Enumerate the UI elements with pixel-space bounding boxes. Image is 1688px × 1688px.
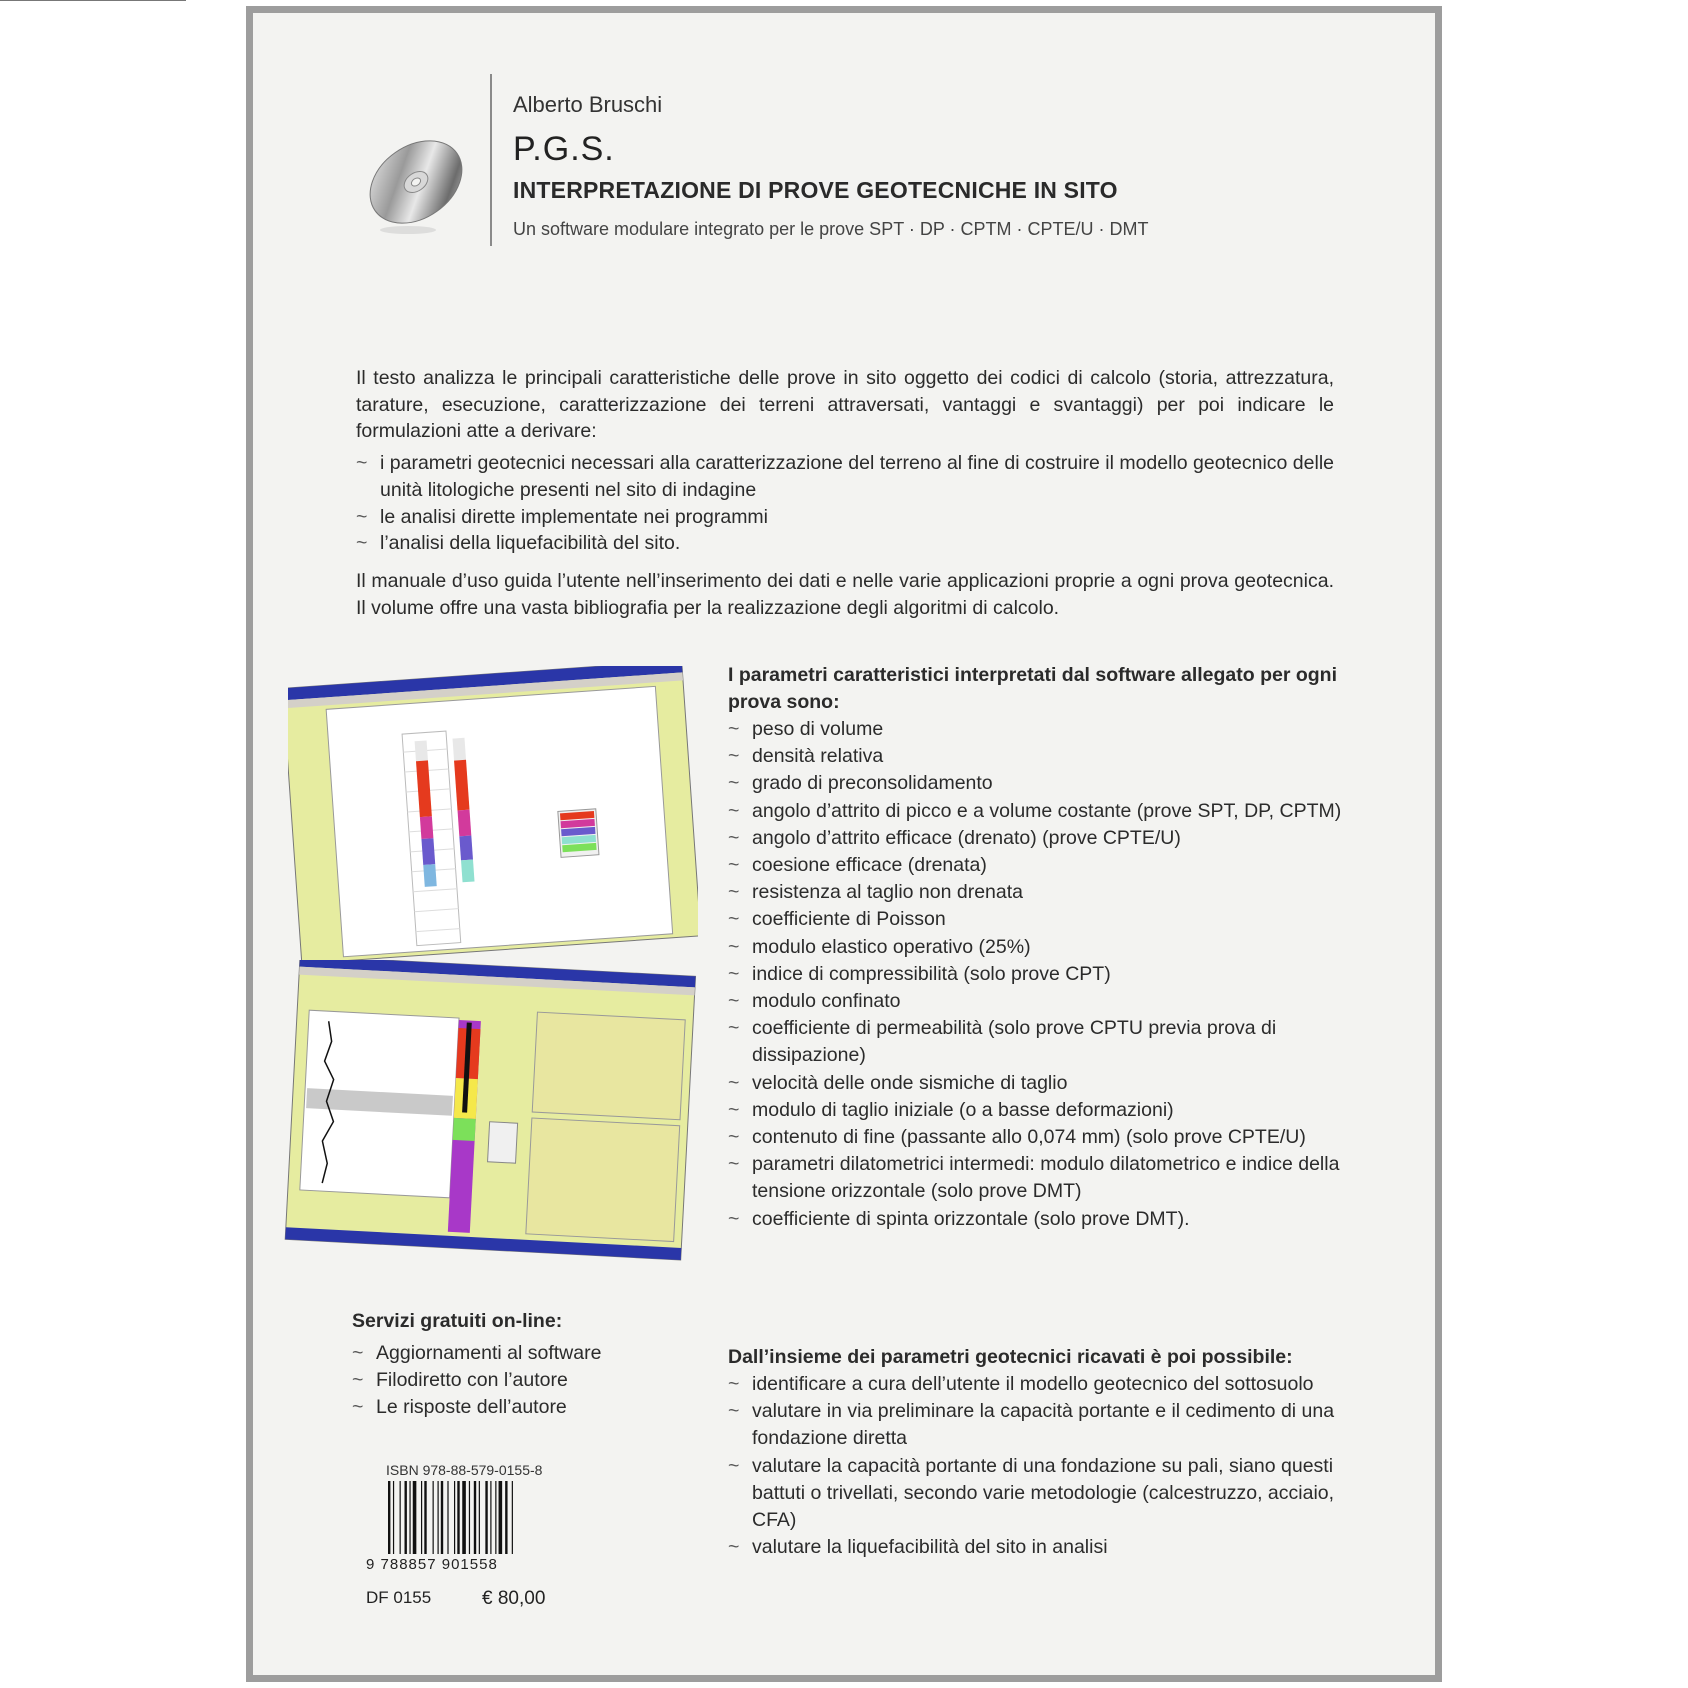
barcode-bar [505, 1481, 507, 1565]
derivations-heading: Dall’insieme dei parametri geotecnici ricavati è poi possibile: [728, 1346, 1293, 1368]
isbn-label: ISBN 978-88-579-0155-8 [386, 1462, 543, 1478]
price-divider [0, 0, 186, 1]
barcode-bar [469, 1481, 470, 1565]
derivations-list [728, 1371, 1368, 1561]
list-item: ~ Aggiornamenti al software [352, 1340, 672, 1367]
barcode-bar [474, 1481, 476, 1565]
parameters-list [728, 716, 1368, 1233]
list-item: ~ Le risposte dell’autore [352, 1394, 672, 1421]
barcode-bar [409, 1481, 410, 1565]
barcode-bar [499, 1481, 503, 1565]
parameters-section [728, 662, 1368, 1233]
intro-text [356, 365, 1334, 621]
book-subtitle: INTERPRETAZIONE DI PROVE GEOTECNICHE IN SITO [513, 177, 1118, 203]
list-item: ~ modulo di taglio iniziale (o a basse deformazioni) [728, 1097, 1368, 1124]
software-screenshot-pile-analysis [284, 960, 704, 1270]
derivations-section [728, 1344, 1368, 1561]
list-item: ~ le analisi dirette implementate nei programmi [356, 504, 1334, 531]
barcode-bar [479, 1481, 480, 1565]
list-item: ~ contenuto di fine (passante allo 0,074 mm) (solo prove CPTE/U) [728, 1124, 1368, 1151]
barcode-bar [400, 1481, 401, 1565]
list-item: ~ velocità delle onde sismiche di taglio [728, 1070, 1368, 1097]
barcode-bar [438, 1481, 439, 1565]
barcode-bar [433, 1481, 434, 1565]
list-item: ~ angolo d’attrito di picco e a volume costante (prove SPT, DP, CPTM) [728, 798, 1368, 825]
intro-list [356, 450, 1334, 557]
barcode-bar [454, 1481, 455, 1565]
barcode-bar [495, 1481, 496, 1565]
barcode-bar [490, 1481, 491, 1565]
list-item: ~ densità relativa [728, 743, 1368, 770]
services-list [352, 1340, 672, 1421]
list-item: ~ modulo elastico operativo (25%) [728, 934, 1368, 961]
list-item: ~ Filodiretto con l’autore [352, 1367, 672, 1394]
barcode-bar [405, 1481, 407, 1565]
list-item: ~ parametri dilatometrici intermedi: modulo dilatometrico e indice della tensione orizzontale (solo prove DMT) [728, 1151, 1368, 1205]
parameters-heading: I parametri caratteristici interpretati dal software allegato per ogni prova sono: [728, 664, 1338, 713]
barcode-bar [424, 1481, 426, 1565]
book-title: P.G.S. [513, 130, 615, 168]
list-item: ~ grado di preconsolidamento [728, 770, 1368, 797]
list-item: ~ l’analisi della liquefacibilità del sito. [356, 530, 1334, 557]
barcode [388, 1481, 550, 1565]
list-item: ~ indice di compressibilità (solo prove CPT) [728, 961, 1368, 988]
barcode-bar [512, 1481, 513, 1565]
barcode-bar [393, 1481, 394, 1565]
services-heading: Servizi gratuiti on-line: [352, 1310, 563, 1332]
list-item: ~ angolo d’attrito efficace (drenato) (prove CPTE/U) [728, 825, 1368, 852]
list-item: ~ valutare la liquefacibilità del sito in analisi [728, 1534, 1368, 1561]
software-screenshot-stratigraphy [288, 666, 698, 966]
header-divider [490, 74, 492, 246]
barcode-bar [413, 1481, 417, 1565]
author-name: Alberto Bruschi [513, 92, 663, 117]
list-item: ~ coefficiente di spinta orizzontale (solo prove DMT). [728, 1206, 1368, 1233]
book-tagline: Un software modulare integrato per le prove SPT · DP · CPTM · CPTE/U · DMT [513, 219, 1149, 239]
barcode-bar [457, 1481, 459, 1565]
list-item: ~ resistenza al taglio non drenata [728, 879, 1368, 906]
barcode-digits: 9 788857 901558 [366, 1554, 554, 1573]
intro-paragraph-1: Il testo analizza le principali caratteristiche delle prove in sito oggetto dei codici di calcolo (storia, attrezzatura, tarature, esecuzione, caratterizzazione dei terreni attraversati, vantaggi e svantaggi) per poi indicare le formulazioni atte a derivare: [356, 367, 1334, 443]
barcode-bar [462, 1481, 466, 1565]
list-item: ~ coefficiente di Poisson [728, 906, 1368, 933]
list-item: ~ coefficiente di permeabilità (solo prove CPTU previa prova di dissipazione) [728, 1015, 1368, 1069]
list-item: ~ identificare a cura dell’utente il modello geotecnico del sottosuolo [728, 1371, 1368, 1398]
barcode-bar [388, 1481, 390, 1565]
list-item: ~ valutare la capacità portante di una fondazione su pali, siano questi battuti o trivellati, secondo varie metodologie (calcestruzzo, acciaio, CFA) [728, 1453, 1368, 1535]
list-item: ~ i parametri geotecnici necessari alla caratterizzazione del terreno al fine di costruire il modello geotecnico delle unità litologiche presenti nel sito di indagine [356, 450, 1334, 503]
list-item: ~ modulo confinato [728, 988, 1368, 1015]
cd-icon [356, 126, 472, 242]
barcode-bar [441, 1481, 443, 1565]
barcode-bar [421, 1481, 422, 1565]
product-code: DF 0155 [366, 1588, 432, 1607]
list-item: ~ peso di volume [728, 716, 1368, 743]
intro-paragraph-2: Il manuale d’uso guida l’utente nell’inserimento dei dati e nelle varie applicazioni proprie a ogni prova geotecnica. Il volume offre una vasta bibliografia per la realizzazione degli algoritmi di calcolo. [356, 569, 1334, 619]
list-item: ~ coesione efficace (drenata) [728, 852, 1368, 879]
list-item: ~ valutare in via preliminare la capacità portante e il cedimento di una fondazione diretta [728, 1398, 1368, 1452]
price: € 80,00 [482, 1588, 546, 1609]
services-section [352, 1308, 672, 1421]
barcode-bar [485, 1481, 487, 1565]
barcode-bar [447, 1481, 448, 1565]
